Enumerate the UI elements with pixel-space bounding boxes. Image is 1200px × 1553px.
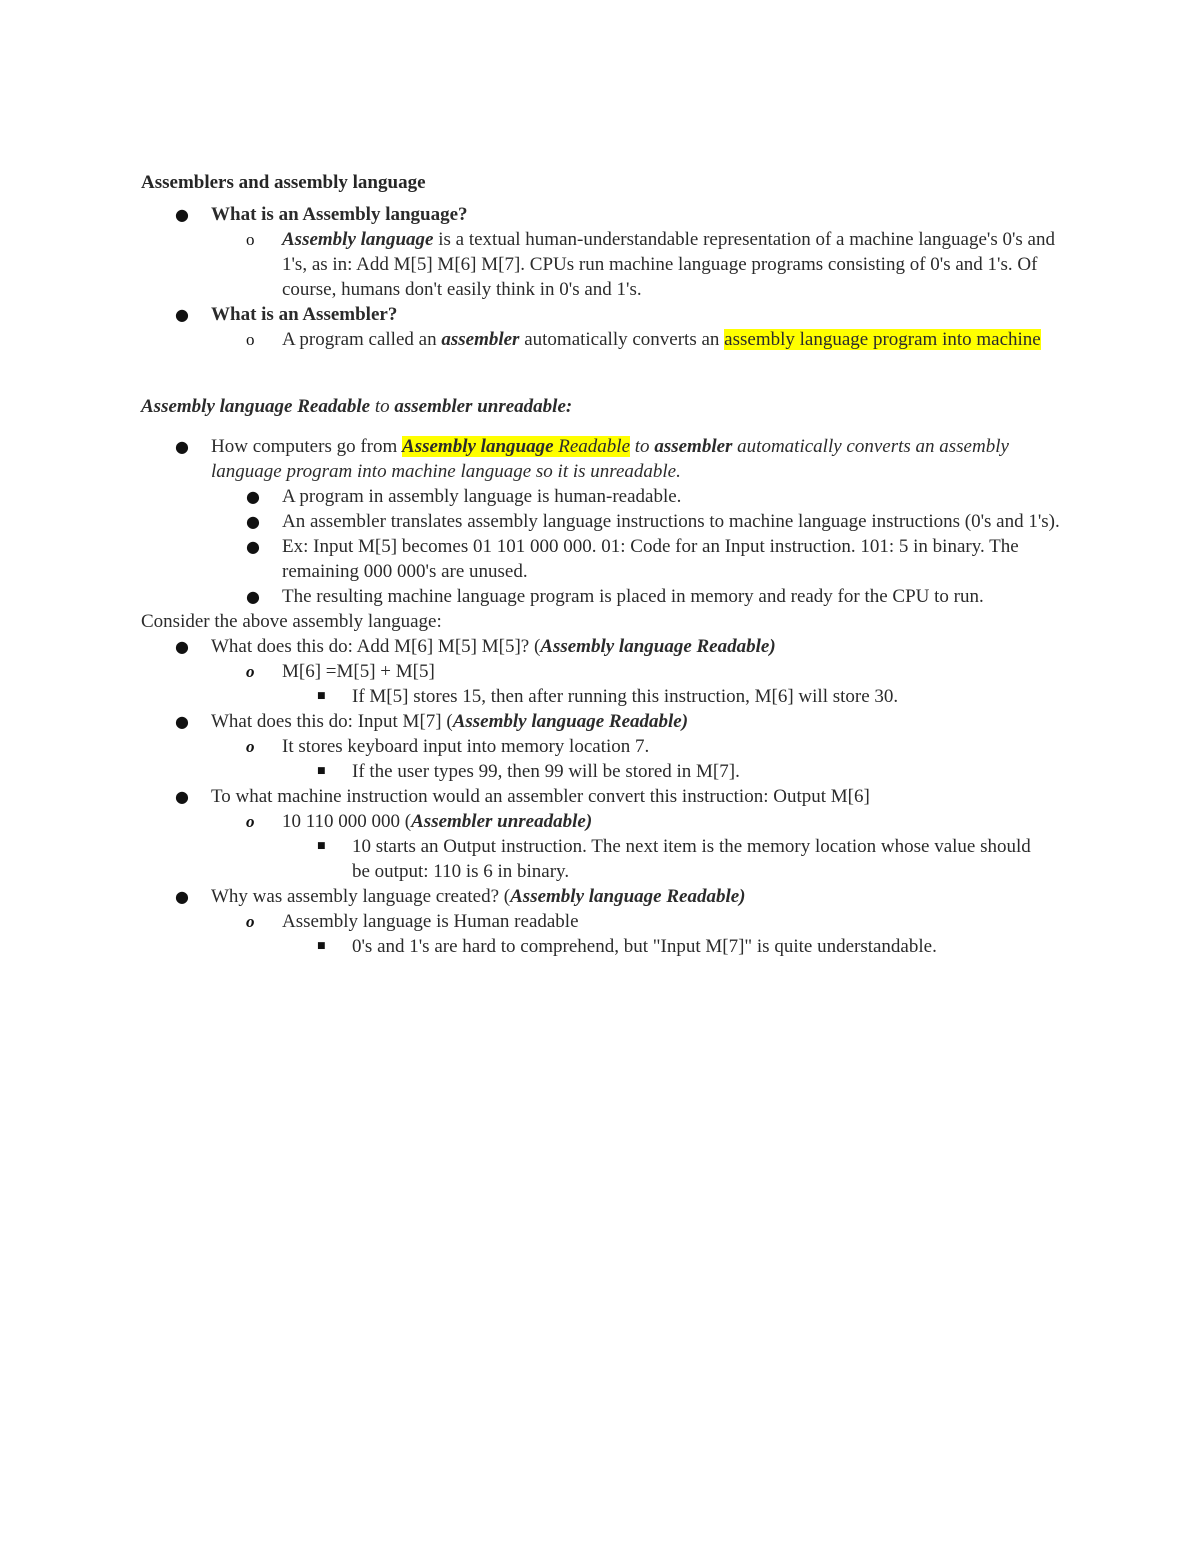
detail-text: If the user types 99, then 99 will be stored in M[7]. xyxy=(352,761,740,782)
answer-assembly-language xyxy=(141,227,1072,302)
answer-text: Assembly language is Human readable xyxy=(282,911,579,932)
square-bullet-icon: ■ xyxy=(317,691,326,701)
bullet-icon: ● xyxy=(246,487,260,506)
circle-bullet-icon: o xyxy=(246,662,255,681)
answer-text: 10 110 000 000 ( xyxy=(282,811,412,832)
item-text: Ex: Input M[5] becomes 01 101 000 000. 01: Code for an Input instruction. 101: 5 in binary. The remaining 000 000's are unused. xyxy=(282,536,1019,582)
circle-bullet-icon: o xyxy=(246,330,255,349)
item-text: An assembler translates assembly language instructions to machine language instructions (0's and 1's). xyxy=(282,511,1060,532)
question-text: Why was assembly language created? ( xyxy=(211,886,511,907)
bullet-icon: ● xyxy=(246,587,260,606)
list-item xyxy=(141,584,1052,609)
answer-assembler xyxy=(141,327,1042,352)
section-intro xyxy=(141,170,1071,352)
question-text: What is an Assembly language? xyxy=(211,204,468,225)
section-title-part: to xyxy=(370,396,395,417)
readability-tag: Assembly language Readable) xyxy=(540,636,776,657)
how-computers-item xyxy=(141,434,1031,484)
bullet-icon: ● xyxy=(175,205,189,224)
question-text: To what machine instruction would an assembler convert this instruction: Output M[6] xyxy=(211,786,870,807)
circle-bullet-icon: o xyxy=(246,230,255,249)
term-assembler: assembler xyxy=(441,329,520,350)
item-text: The resulting machine language program is placed in memory and ready for the CPU to run. xyxy=(282,586,984,607)
detail-text: 10 starts an Output instruction. The next item is the memory location whose value should be output: 110 is 6 in binary. xyxy=(352,836,1031,882)
bullet-icon: ● xyxy=(175,887,189,906)
question-add xyxy=(141,634,1071,659)
detail-add xyxy=(141,684,1072,709)
bullet-icon: ● xyxy=(175,787,189,806)
detail-why xyxy=(141,934,1071,959)
item-text: How computers go from xyxy=(211,436,403,457)
question-input xyxy=(141,709,1071,734)
readability-tag: Assembly language Readable) xyxy=(510,886,746,907)
detail-text: 0's and 1's are hard to comprehend, but "Input M[7]" is quite understandable. xyxy=(352,936,937,957)
readability-tag: Assembler unreadable) xyxy=(411,811,593,832)
square-bullet-icon: ■ xyxy=(317,941,326,951)
answer-add xyxy=(141,659,1071,684)
bullet-icon: ● xyxy=(175,437,189,456)
highlighted-phrase xyxy=(402,436,630,457)
answer-input xyxy=(141,734,1071,759)
circle-bullet-icon: o xyxy=(246,912,255,931)
term-assembly-language: Assembly language xyxy=(282,229,434,250)
bullet-icon: ● xyxy=(175,712,189,731)
document-title: Assemblers and assembly language xyxy=(141,172,426,193)
answer-text: It stores keyboard input into memory location 7. xyxy=(282,736,650,757)
list-item xyxy=(141,509,1062,534)
answer-why xyxy=(141,909,1071,934)
section-title-part: assembler unreadable: xyxy=(394,396,573,417)
question-assembly-language xyxy=(141,202,1071,227)
circle-bullet-icon: o xyxy=(246,737,255,756)
detail-output xyxy=(141,834,1032,884)
bullet-icon: ● xyxy=(175,305,189,324)
section-title xyxy=(141,394,1071,419)
bullet-icon: ● xyxy=(246,537,260,556)
bullet-icon: ● xyxy=(246,512,260,531)
readability-tag: Assembly language Readable) xyxy=(452,711,689,732)
list-item xyxy=(141,534,1042,584)
detail-text: If M[5] stores 15, then after running this instruction, M[6] will store 30. xyxy=(352,686,899,707)
list-item xyxy=(141,484,1052,509)
answer-text: is a textual human-understandable representation of a machine language's 0's and 1's, as in: Add M[5] M[6] M[7]. CPUs run machine language programs consisting of 0's and 1's. Of course, humans don't easily think in 0's and 1's. xyxy=(282,229,1055,300)
answer-text: automatically converts an xyxy=(519,329,725,350)
term-assembler: assembler xyxy=(654,436,733,457)
item-text: to xyxy=(630,436,655,457)
term-assembly-language: Assembly language xyxy=(402,436,554,457)
circle-bullet-icon: o xyxy=(246,812,255,831)
section-readable-unreadable xyxy=(141,394,1071,959)
question-output xyxy=(141,784,1071,809)
section-title-part: Assembly language Readable xyxy=(141,396,371,417)
square-bullet-icon: ■ xyxy=(317,766,326,776)
answer-text: A program called an xyxy=(282,329,442,350)
answer-output xyxy=(141,809,1071,834)
item-text: A program in assembly language is human-readable. xyxy=(282,486,682,507)
question-assembler xyxy=(141,302,1071,327)
question-text: What does this do: Add M[6] M[5] M[5]? ( xyxy=(211,636,541,657)
highlighted-phrase: assembly language program into machine xyxy=(724,329,1041,350)
question-text: What is an Assembler? xyxy=(211,304,398,325)
term-readable: Readable xyxy=(553,436,631,457)
question-why xyxy=(141,884,1071,909)
question-text: What does this do: Input M[7] ( xyxy=(211,711,453,732)
detail-input xyxy=(141,759,1071,784)
answer-text: M[6] =M[5] + M[5] xyxy=(282,661,435,682)
bullet-icon: ● xyxy=(175,637,189,656)
item-text: automatically converts an assembly language program into machine language so it is unreadable. xyxy=(211,436,1009,482)
square-bullet-icon: ■ xyxy=(317,841,326,851)
consider-text: Consider the above assembly language: xyxy=(141,611,442,632)
